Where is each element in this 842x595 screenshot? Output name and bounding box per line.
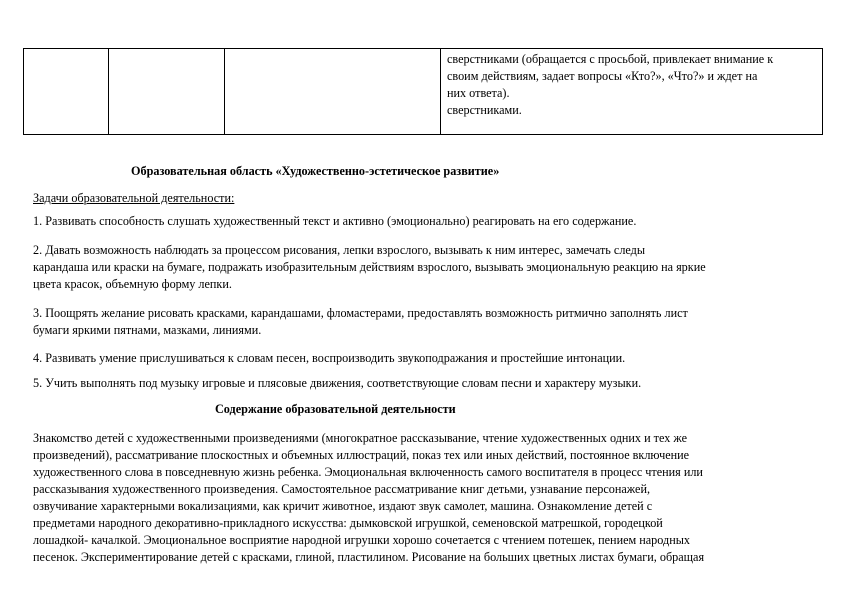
task-item-1 [33,213,636,230]
task-line: 4. Развивать умение прислушиваться к словам песен, воспроизводить звукоподражания и простейшие интонации. [33,351,626,365]
content-line: Знакомство детей с художественными произведениями (многократное рассказывание, чтение художественных одних и тех же [33,431,688,445]
table-cell-4 [441,49,823,135]
cell-line: своим действиям, задает вопросы «Кто?», «Что?» и ждет на [447,69,758,83]
table-row [24,49,823,135]
task-line: 3. Поощрять желание рисовать красками, карандашами, фломастерами, предоставлять возможность ритмично заполнять лист [33,306,688,320]
content-line: лошадкой- качалкой. Эмоциональное восприятие народной игрушки хорошо сочетается с чтением потешек, пением народных [33,533,691,547]
cell-line: них ответа). [447,86,510,100]
task-item-3 [33,305,688,339]
content-line: рассказывания художественного произведения. Самостоятельное рассматривание книг детьми, узнавание персонажей, [33,482,651,496]
content-heading: Содержание образовательной деятельности [215,402,456,416]
task-line: 1. Развивать способность слушать художественный текст и активно (эмоционально) реагировать на его содержание. [33,214,637,228]
task-line: бумаги яркими пятнами, мазками, линиями. [33,323,262,337]
task-line: цвета красок, объемную форму лепки. [33,277,232,291]
section-title: Образовательная область «Художественно-эстетическое развитие» [131,164,500,178]
task-line: 2. Давать возможность наблюдать за процессом рисования, лепки взрослого, вызывать к ним интерес, замечать следы [33,243,646,257]
task-item-5 [33,375,641,392]
content-line: произведений), рассматривание плоскостных и объемных иллюстраций, показ тех или иных действий, постоянное включение [33,448,690,462]
task-line: 5. Учить выполнять под музыку игровые и плясовые движения, соответствующие словам песни и характеру музыки. [33,376,642,390]
cell-line: сверстниками (обращается с просьбой, привлекает внимание к [447,52,774,66]
task-item-2 [33,242,706,293]
content-paragraph [33,430,704,566]
content-line: предметами народного декоративно-прикладного искусства: дымковской игрушкой, семеновской матрешкой, городецкой [33,516,663,530]
content-line: художественного слова в повседневную жизнь ребенка. Эмоциональная включенность самого воспитателя в процесс чтения или [33,465,703,479]
cell-line: сверстниками. [447,103,522,117]
table-cell-2 [109,49,225,135]
table-cell-3 [225,49,441,135]
tasks-heading: Задачи образовательной деятельности: [33,191,235,205]
activity-table [23,48,823,135]
task-item-4 [33,350,625,367]
content-line: озвучивание характерными вокализациями, как кричит животное, издают звук самолет, машина. Ознакомление детей с [33,499,653,513]
table-cell-1 [24,49,109,135]
task-line: карандаша или краски на бумаге, подражать изобразительным действиям взрослого, вызывать эмоциональную реакцию на яркие [33,260,706,274]
content-line: песенок. Экспериментирование детей с красками, глиной, пластилином. Рисование на больших цветных листах бумаги, обращая [33,550,705,564]
